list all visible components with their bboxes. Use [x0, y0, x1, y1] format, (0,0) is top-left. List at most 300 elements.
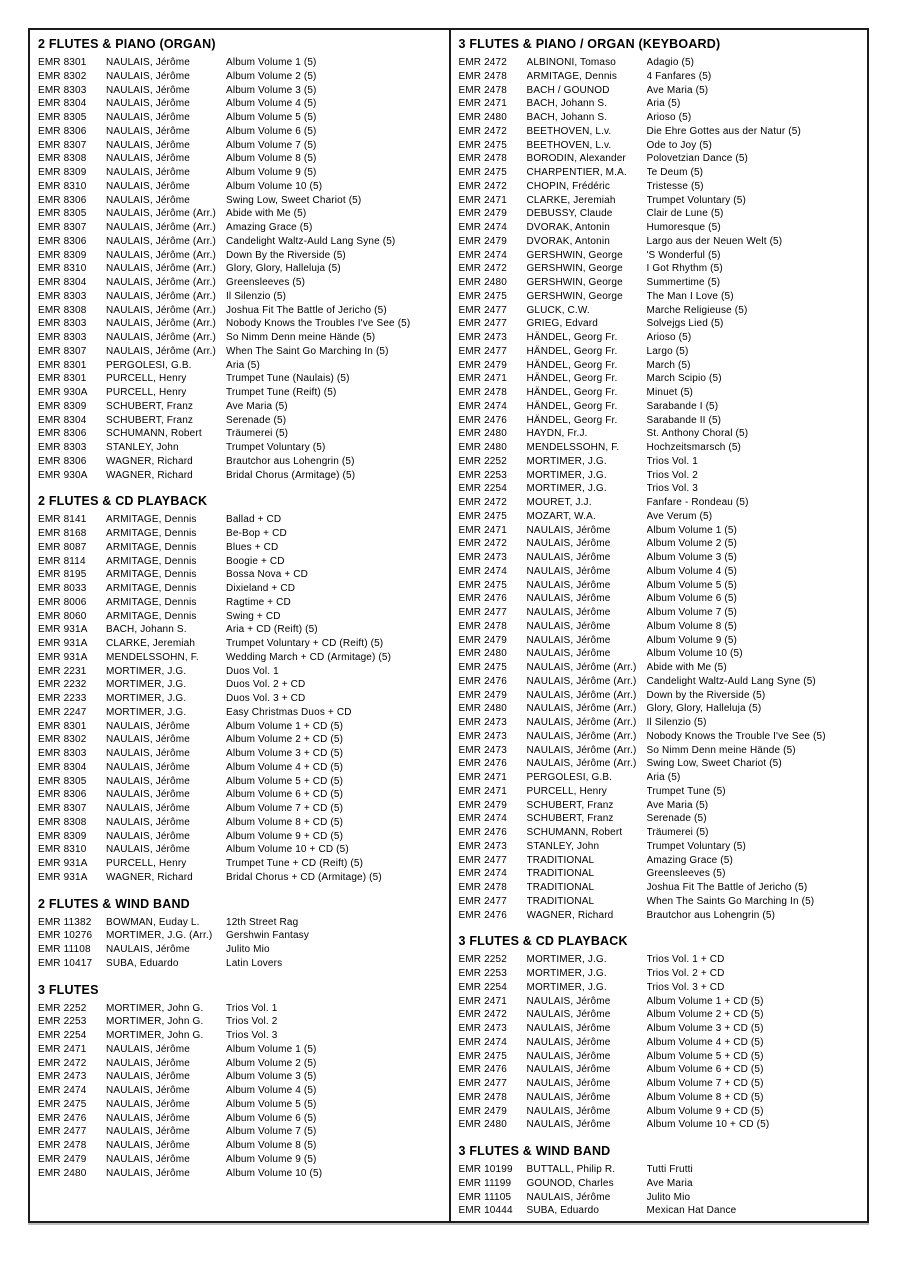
catalog-number: EMR 2254	[458, 981, 507, 993]
catalog-section	[459, 1144, 860, 1218]
composer: MORTIMER, J.G.	[526, 981, 607, 993]
catalog-number: EMR 8304	[38, 414, 87, 426]
table-row	[459, 867, 860, 881]
catalog-number: EMR 2252	[458, 455, 507, 467]
composer: HÄNDEL, Georg Fr.	[526, 345, 618, 357]
table-row	[459, 881, 860, 895]
table-row	[38, 317, 441, 331]
catalog-number: EMR 10199	[458, 1164, 513, 1175]
title: Album Volume 8 + CD (5)	[226, 816, 344, 828]
title: Te Deum (5)	[646, 167, 704, 178]
table-row	[38, 1070, 441, 1084]
table-row	[38, 427, 441, 441]
table-row	[459, 441, 860, 455]
title: Album Volume 2 (5)	[226, 1057, 317, 1069]
catalog-number: EMR 8305	[38, 775, 87, 787]
composer: NAULAIS, Jérôme	[106, 1043, 190, 1055]
title: Boogie + CD	[226, 555, 285, 567]
title: Aria (5)	[646, 98, 681, 110]
table-row	[38, 400, 441, 414]
catalog-number: EMR 2479	[458, 1105, 507, 1117]
catalog-number: EMR 2480	[458, 277, 507, 288]
table-row	[38, 276, 441, 290]
composer: GERSHWIN, George	[526, 249, 623, 261]
title: Mexican Hat Dance	[646, 1205, 737, 1217]
table-row	[459, 180, 860, 194]
catalog-number: EMR 2472	[458, 1009, 507, 1021]
catalog-number: EMR 8301	[38, 373, 87, 385]
table-row	[459, 207, 860, 221]
table-row	[38, 1125, 441, 1139]
catalog-number: EMR 8306	[38, 235, 87, 247]
catalog-number: EMR 2472	[458, 180, 507, 192]
catalog-number: EMR 930A	[38, 469, 88, 481]
title: Album Volume 1 (5)	[226, 1043, 317, 1055]
section-title: 3 FLUTES & WIND BAND	[458, 1144, 611, 1158]
title: Album Volume 4 + CD (5)	[226, 761, 344, 773]
composer: SCHUMANN, Robert	[106, 428, 202, 440]
title: Album Volume 6 (5)	[226, 125, 317, 137]
composer: GERSHWIN, George	[526, 263, 623, 275]
table-row	[38, 441, 441, 455]
table-row	[459, 953, 860, 967]
table-row	[459, 551, 860, 565]
composer: HÄNDEL, Georg Fr.	[526, 332, 618, 343]
composer: MOURET, J.J.	[526, 497, 592, 508]
section-title: 2 FLUTES & WIND BAND	[38, 896, 190, 911]
composer: NAULAIS, Jérôme	[526, 565, 611, 577]
title: Glory, Glory, Halleluja (5)	[646, 703, 762, 715]
composer: NAULAIS, Jérôme (Arr.)	[106, 222, 216, 233]
table-row	[459, 469, 860, 483]
composer: NAULAIS, Jérôme	[106, 167, 190, 178]
catalog-number: EMR 10276	[38, 930, 93, 942]
title: Abide with Me (5)	[226, 208, 307, 220]
catalog-number: EMR 8307	[38, 345, 87, 357]
table-row	[459, 1177, 860, 1191]
table-row	[38, 857, 441, 871]
table-row	[38, 541, 441, 555]
title: Brautchor aus Lohengrin (5)	[226, 455, 355, 467]
catalog-number: EMR 2480	[458, 703, 507, 715]
catalog-number: EMR 930A	[38, 387, 88, 398]
table-row	[459, 139, 860, 153]
title: When The Saints Go Marching In (5)	[646, 895, 815, 907]
composer: NAULAIS, Jérôme	[526, 648, 611, 660]
table-row	[459, 981, 860, 995]
title: Ragtime + CD	[226, 596, 291, 608]
composer: PURCELL, Henry	[106, 858, 187, 869]
composer: NAULAIS, Jérôme	[106, 844, 190, 856]
title: Trios Vol. 3	[646, 483, 698, 495]
title: Trumpet Voluntary (5)	[646, 840, 746, 852]
catalog-number: EMR 2473	[458, 1023, 507, 1034]
table-row	[38, 235, 441, 249]
title: Trios Vol. 2 + CD	[646, 968, 725, 979]
title: Album Volume 5 (5)	[226, 1098, 317, 1110]
title: So Nimm Denn meine Hände (5)	[226, 332, 376, 343]
catalog-section	[38, 37, 441, 482]
title: Arioso (5)	[646, 332, 692, 343]
title: Album Volume 2 (5)	[646, 538, 738, 550]
table-row	[459, 194, 860, 208]
composer: NAULAIS, Jérôme	[106, 803, 190, 814]
title: Polovetzian Dance (5)	[646, 153, 749, 165]
title: Tristesse (5)	[646, 180, 704, 192]
section-title: 2 FLUTES & PIANO (ORGAN)	[38, 37, 216, 51]
composer: NAULAIS, Jérôme	[526, 1191, 611, 1203]
composer: NAULAIS, Jérôme	[526, 995, 611, 1007]
table-row	[38, 596, 441, 610]
table-row	[38, 1057, 441, 1071]
title: Easy Christmas Duos + CD	[226, 706, 352, 718]
table-row	[38, 1029, 441, 1043]
table-row	[38, 843, 441, 857]
table-row	[459, 482, 860, 496]
title: Album Volume 2 (5)	[226, 70, 317, 82]
title: Album Volume 7 + CD (5)	[226, 803, 344, 814]
catalog-number: EMR 2475	[458, 510, 507, 522]
composer: ARMITAGE, Dennis	[106, 528, 197, 539]
catalog-number: EMR 2252	[38, 1002, 87, 1014]
composer: GERSHWIN, George	[526, 277, 623, 288]
table-row	[38, 637, 441, 651]
table-row	[459, 1091, 860, 1105]
composer: SCHUBERT, Franz	[106, 400, 194, 412]
catalog-number: EMR 8303	[38, 748, 87, 759]
composer: ARMITAGE, Dennis	[106, 610, 197, 622]
table-row	[459, 386, 860, 400]
catalog-number: EMR 8308	[38, 816, 87, 828]
catalog-number: EMR 8306	[38, 194, 87, 206]
catalog-number: EMR 2477	[38, 1126, 87, 1138]
composer: NAULAIS, Jérôme	[106, 830, 190, 842]
catalog-number: EMR 2475	[458, 1050, 507, 1062]
title: Gershwin Fantasy	[226, 930, 309, 942]
catalog-number: EMR 8308	[38, 153, 87, 165]
composer: BACH, Johann S.	[526, 112, 608, 123]
catalog-number: EMR 2476	[458, 1064, 507, 1076]
composer: NAULAIS, Jérôme	[526, 524, 611, 536]
composer: MORTIMER, J.G.	[526, 483, 607, 495]
title: Album Volume 6 (5)	[226, 1112, 317, 1124]
composer: NAULAIS, Jérôme (Arr.)	[106, 208, 216, 220]
composer: NAULAIS, Jérôme	[106, 194, 190, 206]
table-row	[38, 372, 441, 386]
table-row	[38, 84, 441, 98]
catalog-section	[459, 37, 860, 922]
title: Hochzeitsmarsch (5)	[646, 442, 742, 453]
table-row	[459, 1077, 860, 1091]
section-title: 3 FLUTES & PIANO / ORGAN (KEYBOARD)	[458, 37, 721, 51]
table-row	[459, 152, 860, 166]
composer: NAULAIS, Jérôme	[526, 579, 611, 591]
composer: NAULAIS, Jérôme (Arr.)	[106, 290, 216, 302]
title: Swing Low, Sweet Chariot (5)	[226, 194, 362, 206]
title: Down By the Riverside (5)	[226, 249, 346, 261]
composer: HÄNDEL, Georg Fr.	[526, 400, 618, 412]
catalog-number: EMR 2480	[458, 442, 507, 453]
catalog-number: EMR 2474	[458, 249, 507, 261]
catalog-number: EMR 2473	[458, 717, 507, 728]
catalog-number: EMR 2471	[458, 194, 507, 206]
composer: NAULAIS, Jérôme	[106, 1098, 190, 1110]
composer: PURCELL, Henry	[106, 373, 187, 385]
table-row	[38, 469, 441, 483]
catalog-number: EMR 2473	[458, 552, 507, 563]
composer: NAULAIS, Jérôme	[106, 734, 190, 746]
composer: NAULAIS, Jérôme (Arr.)	[526, 730, 637, 742]
catalog-number: EMR 2476	[458, 758, 507, 770]
title: Album Volume 4 (5)	[226, 98, 317, 110]
catalog-number: EMR 2474	[458, 565, 507, 577]
table-row	[38, 747, 441, 761]
catalog-number: EMR 2476	[458, 675, 507, 687]
catalog-number: EMR 8309	[38, 830, 87, 842]
composer: BACH, Johann S.	[106, 624, 187, 636]
catalog-number: EMR 8303	[38, 442, 87, 453]
table-row	[38, 97, 441, 111]
table-row	[38, 692, 441, 706]
table-row	[459, 1063, 860, 1077]
composer: HAYDN, Fr.J.	[526, 428, 588, 440]
composer: NAULAIS, Jérôme (Arr.)	[106, 318, 216, 330]
table-row	[459, 579, 860, 593]
title: Album Volume 10 + CD (5)	[226, 844, 349, 856]
title: Largo (5)	[646, 345, 689, 357]
title: Album Volume 2 + CD (5)	[226, 734, 344, 746]
title: Swing + CD	[226, 610, 281, 622]
catalog-number: EMR 2471	[458, 995, 507, 1007]
table-row	[38, 1002, 441, 1016]
composer: HÄNDEL, Georg Fr.	[526, 373, 618, 385]
table-row	[459, 757, 860, 771]
title: Latin Lovers	[226, 957, 283, 969]
title: Die Ehre Gottes aus der Natur (5)	[646, 125, 801, 137]
composer: CHARPENTIER, M.A.	[526, 167, 627, 178]
title: Duos Vol. 2 + CD	[226, 679, 306, 691]
composer: NAULAIS, Jérôme (Arr.)	[106, 304, 216, 316]
title: Amazing Grace (5)	[226, 222, 313, 233]
table-row	[38, 761, 441, 775]
catalog-number: EMR 931A	[38, 871, 88, 883]
catalog-number: EMR 931A	[38, 858, 88, 869]
title: Joshua Fit The Battle of Jericho (5)	[646, 882, 808, 893]
catalog-number: EMR 2473	[38, 1071, 87, 1083]
composer: NAULAIS, Jérôme	[106, 720, 190, 732]
table-row	[38, 194, 441, 208]
table-row	[459, 744, 860, 758]
composer: MORTIMER, J.G.	[526, 469, 607, 481]
title: Album Volume 3 (5)	[226, 1071, 317, 1083]
composer: NAULAIS, Jérôme	[106, 1057, 190, 1069]
catalog-number: EMR 2475	[458, 139, 507, 151]
composer: NAULAIS, Jérôme (Arr.)	[106, 249, 216, 261]
composer: NAULAIS, Jérôme	[106, 1153, 190, 1165]
title: Album Volume 7 + CD (5)	[646, 1078, 764, 1089]
table-row	[459, 304, 860, 318]
title: Album Volume 10 (5)	[226, 1167, 323, 1179]
table-row	[38, 262, 441, 276]
title: Greensleeves (5)	[646, 868, 726, 880]
table-row	[38, 111, 441, 125]
table-row	[38, 651, 441, 665]
table-row	[38, 180, 441, 194]
composer: MENDELSSOHN, F.	[106, 651, 199, 663]
catalog-number: EMR 2474	[38, 1085, 87, 1096]
composer: NAULAIS, Jérôme	[526, 1078, 611, 1089]
catalog-number: EMR 2477	[458, 607, 507, 618]
table-row	[38, 610, 441, 624]
title: Bridal Chorus (Armitage) (5)	[226, 469, 356, 481]
catalog-number: EMR 2478	[458, 882, 507, 893]
composer: NAULAIS, Jérôme	[526, 1091, 611, 1103]
catalog-number: EMR 8301	[38, 57, 87, 68]
composer: NAULAIS, Jérôme	[106, 70, 190, 82]
title: Wedding March + CD (Armitage) (5)	[226, 651, 392, 663]
title: Trumpet Tune (5)	[646, 785, 726, 797]
composer: SCHUBERT, Franz	[526, 799, 614, 811]
catalog-number: EMR 8168	[38, 528, 87, 539]
title: Album Volume 6 + CD (5)	[646, 1064, 764, 1076]
title: Ave Maria (5)	[646, 84, 709, 96]
title: Nobody Knows the Troubles I've See (5)	[226, 318, 411, 330]
catalog-number: EMR 8306	[38, 125, 87, 137]
composer: NAULAIS, Jérôme (Arr.)	[526, 662, 637, 673]
table-row	[38, 166, 441, 180]
title: Trumpet Voluntary (5)	[226, 442, 326, 453]
title: Trumpet Tune (Reift) (5)	[226, 387, 337, 398]
table-row	[38, 1043, 441, 1057]
title: Trios Vol. 2	[646, 469, 698, 481]
catalog-number: EMR 8033	[38, 583, 87, 594]
table-row	[38, 733, 441, 747]
composer: BACH, Johann S.	[526, 98, 608, 110]
table-row	[38, 56, 441, 70]
title: 'S Wonderful (5)	[646, 249, 721, 261]
composer: MOZART, W.A.	[526, 510, 596, 522]
table-row	[38, 957, 441, 971]
title: Album Volume 1 (5)	[226, 57, 317, 68]
composer: NAULAIS, Jérôme (Arr.)	[526, 758, 637, 770]
composer: HÄNDEL, Georg Fr.	[526, 414, 618, 426]
catalog-number: EMR 2480	[38, 1167, 87, 1179]
composer: NAULAIS, Jérôme	[106, 1071, 190, 1083]
catalog-number: EMR 8303	[38, 318, 87, 330]
composer: HÄNDEL, Georg Fr.	[526, 387, 618, 398]
title: Album Volume 9 (5)	[646, 634, 738, 646]
title: Album Volume 1 + CD (5)	[226, 720, 344, 732]
composer: SCHUBERT, Franz	[106, 414, 194, 426]
table-row	[38, 871, 441, 885]
title: Album Volume 3 + CD (5)	[226, 748, 344, 759]
composer: MORTIMER, J.G. (Arr.)	[106, 930, 213, 942]
composer: NAULAIS, Jérôme	[526, 593, 611, 605]
table-row	[459, 606, 860, 620]
table-row	[459, 1118, 860, 1132]
title: Serenade (5)	[226, 414, 287, 426]
catalog-number: EMR 2479	[38, 1153, 87, 1165]
title: Nobody Knows the Trouble I've See (5)	[646, 730, 826, 742]
composer: NAULAIS, Jérôme	[106, 125, 190, 137]
catalog-number: EMR 8310	[38, 844, 87, 856]
catalog-number: EMR 2233	[38, 693, 87, 704]
table-row	[459, 125, 860, 139]
table-row	[459, 537, 860, 551]
composer: TRADITIONAL	[526, 895, 595, 907]
title: Blues + CD	[226, 541, 279, 553]
composer: MORTIMER, J.G.	[106, 693, 187, 704]
catalog-number: EMR 2479	[458, 235, 507, 247]
table-row	[38, 623, 441, 637]
catalog-number: EMR 2477	[458, 895, 507, 907]
composer: BACH / GOUNOD	[526, 84, 610, 96]
catalog-number: EMR 2475	[458, 662, 507, 673]
table-row	[38, 414, 441, 428]
catalog-number: EMR 8304	[38, 98, 87, 110]
catalog-number: EMR 2471	[38, 1043, 87, 1055]
title: Down by the Riverside (5)	[646, 689, 766, 701]
table-row	[459, 1050, 860, 1064]
table-row	[459, 276, 860, 290]
title: St. Anthony Choral (5)	[646, 428, 749, 440]
composer: SCHUMANN, Robert	[526, 827, 623, 838]
catalog-number: EMR 8307	[38, 139, 87, 151]
title: Humoresque (5)	[646, 222, 721, 233]
table-row	[38, 331, 441, 345]
composer: ARMITAGE, Dennis	[106, 569, 197, 581]
composer: SUBA, Eduardo	[106, 957, 179, 969]
composer: WAGNER, Richard	[106, 455, 193, 467]
catalog-number: EMR 2476	[458, 414, 507, 426]
catalog-number: EMR 2480	[458, 648, 507, 660]
composer: NAULAIS, Jérôme (Arr.)	[526, 744, 637, 756]
title: Album Volume 1 + CD (5)	[646, 995, 764, 1007]
title: Ave Verum (5)	[646, 510, 713, 522]
catalog-number: EMR 2474	[458, 868, 507, 880]
composer: NAULAIS, Jérôme	[106, 139, 190, 151]
title: Solvejgs Lied (5)	[646, 318, 724, 330]
catalog-number: EMR 8301	[38, 359, 87, 371]
title: Album Volume 9 (5)	[226, 1153, 317, 1165]
title: Il Silenzio (5)	[226, 290, 287, 302]
composer: GRIEG, Edvard	[526, 318, 598, 330]
composer: CHOPIN, Frédéric	[526, 180, 611, 192]
catalog-number: EMR 2479	[458, 359, 507, 371]
table-row	[459, 620, 860, 634]
catalog-number: EMR 2477	[458, 1078, 507, 1089]
table-row	[38, 1084, 441, 1098]
title: Trios Vol. 1 + CD	[646, 954, 725, 966]
catalog-number: EMR 2472	[458, 538, 507, 550]
title: Clair de Lune (5)	[646, 208, 724, 220]
catalog-number: EMR 2477	[458, 304, 507, 316]
catalog-number: EMR 2254	[458, 483, 507, 495]
table-row	[459, 1036, 860, 1050]
title: 4 Fanfares (5)	[646, 70, 712, 82]
composer: TRADITIONAL	[526, 854, 595, 866]
title: Minuet (5)	[646, 387, 694, 398]
table-row	[459, 427, 860, 441]
catalog-number: EMR 2479	[458, 208, 507, 220]
catalog-number: EMR 2471	[458, 98, 507, 110]
composer: DEBUSSY, Claude	[526, 208, 613, 220]
catalog-number: EMR 8309	[38, 249, 87, 261]
title: Album Volume 5 (5)	[646, 579, 738, 591]
catalog-number: EMR 2479	[458, 689, 507, 701]
catalog-number: EMR 2474	[458, 400, 507, 412]
table-row	[459, 702, 860, 716]
